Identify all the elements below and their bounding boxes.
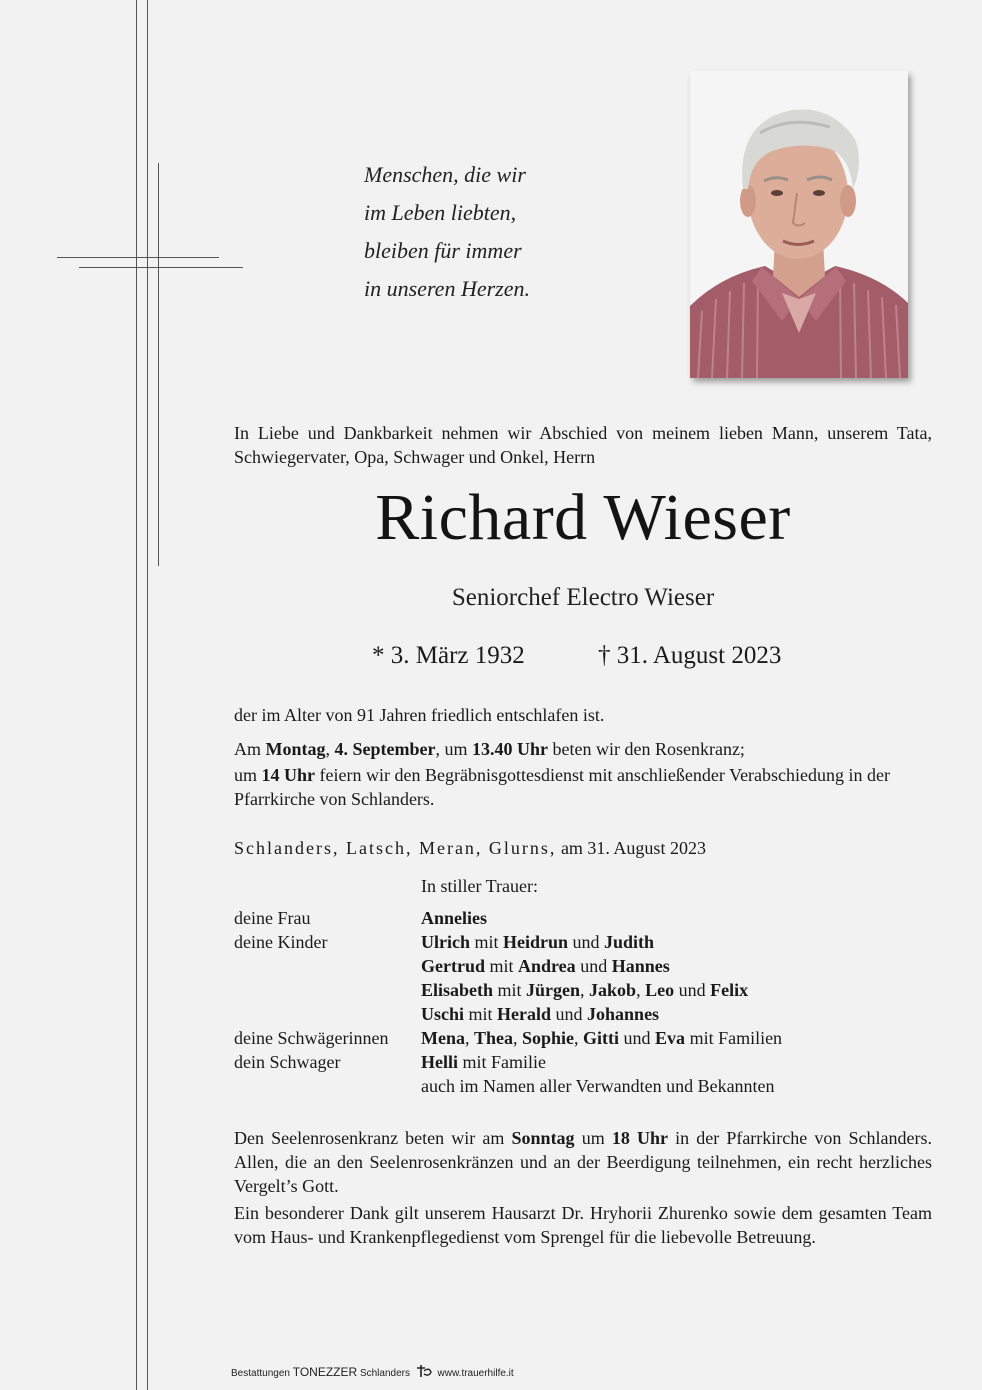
verse-line: Menschen, die wir [364,162,526,187]
relation-label [234,1002,420,1026]
mourner-row [421,906,941,930]
death-date: † 31. August 2023 [598,642,782,669]
mourner-joiner: , [580,980,590,1000]
service-text: beten wir den Rosenkranz; [548,739,745,759]
verse-line: in unseren Herzen. [364,276,530,301]
rosary-time: 13.40 Uhr [472,739,548,759]
footer-prefix: Bestattungen [231,1368,293,1380]
mourner-name: Ulrich [421,932,470,952]
mourner-name: Annelies [421,908,488,928]
verse-line: im Leben liebten, [364,200,517,225]
rosary-text: in der Pfarrkirche von Schlanders. Allen, die an den Seelenrosenkränzen und an der Beerdigung teilnehmen, ein recht herzliches Vergelt’s Gott. [234,1128,932,1196]
mourner-name: Uschi [421,1004,465,1024]
mourner-joiner: mit [493,980,527,1000]
mourner-joiner: , [636,980,646,1000]
mourner-row [421,1050,941,1074]
mourner-name: Leo [645,980,675,1000]
mourner-joiner: mit Familien [685,1028,783,1048]
mourner-name: Gertrud [421,956,485,976]
relations-column [234,906,420,1098]
mourner-joiner: mit [484,956,518,976]
footer-url: www.trauerhilfe.it [437,1368,514,1380]
mourner-name: Elisabeth [421,980,494,1000]
relation-label: deine Frau [234,908,311,928]
mourner-joiner: und [551,1004,588,1024]
service-line-1 [234,737,932,761]
service-text: Am [234,739,266,759]
mass-time: 14 Uhr [261,765,316,785]
thanks-paragraph: Ein besonderer Dank gilt unserem Hausarzt Dr. Hryhorii Zhurenko sowie dem gesamten Team vom Haus- und Krankenpflegedienst vom Sprengel für die liebevolle Betreuung. [234,1203,932,1247]
mourner-row [421,1002,941,1026]
mourner-joiner: und [575,956,612,976]
memorial-verse [364,156,644,308]
mourner-name: Thea [474,1028,514,1048]
places-date: am 31. August 2023 [556,838,706,858]
mourning-heading: In stiller Trauer: [421,876,538,896]
rosary-paragraph [234,1126,932,1198]
rosary-text: um [574,1128,612,1148]
relation-label [234,954,420,978]
service-text: , um [435,739,472,759]
relation-label: deine Schwägerinnen [234,1028,389,1048]
places-list: Schlanders, Latsch, Meran, Glurns, [234,838,557,858]
mourner-name: Andrea [518,956,576,976]
service-text: um [234,765,262,785]
mourner-name: Heidrun [503,932,569,952]
mourner-row [421,1026,941,1050]
footer-brand: TONEZZER [292,1365,358,1380]
service-paragraph [234,737,932,811]
relation-label: deine Kinder [234,932,328,952]
service-text: , [325,739,335,759]
service-date: 4. September [334,739,436,759]
mourner-name: Eva [655,1028,686,1048]
mourner-row [421,930,941,954]
service-line-2 [234,763,932,811]
mourner-name: Felix [710,980,749,1000]
footer [231,1364,514,1383]
trauerhilfe-logo-icon [415,1364,433,1383]
mourner-name: Helli [421,1052,458,1072]
rosary-day: Sonntag [511,1128,575,1148]
mourner-name: Sophie [522,1028,575,1048]
mourner-name: Judith [604,932,655,952]
verse-line: bleiben für immer [364,238,522,263]
relation-label [234,978,420,1002]
service-day: Montag [265,739,326,759]
mourner-name: Jürgen [526,980,581,1000]
mourner-names-column [421,906,941,1098]
mourner-name: Jakob [589,980,637,1000]
intro-paragraph: In Liebe und Dankbarkeit nehmen wir Abschied von meinem lieben Mann, unserem Tata, Schwiegervater, Opa, Schwager und Onkel, Herrn [234,423,932,467]
mourner-joiner: mit [470,932,504,952]
mourner-joiner: und [568,932,605,952]
birth-date: * 3. März 1932 [372,642,525,669]
relation-label [234,1074,420,1098]
places-date-line [234,836,706,860]
left-border-line-2 [147,0,148,1390]
mourner-name: Gitti [583,1028,620,1048]
portrait-photo [690,71,908,378]
age-paragraph: der im Alter von 91 Jahren friedlich entschlafen ist. [234,705,605,725]
mourner-name: Herald [497,1004,552,1024]
mourner-joiner: , [465,1028,474,1048]
mourner-joiner: mit [464,1004,498,1024]
mourner-row [421,978,941,1002]
service-text: feiern wir den Begräbnisgottesdienst mit anschließender Verabschiedung in der Pfarrkirche von Schlanders. [234,765,891,809]
portrait-illustration [690,71,908,378]
left-border-line-1 [136,0,137,1390]
rosary-text: Den Seelenrosenkranz beten wir am [234,1128,512,1148]
mourner-name: Johannes [587,1004,660,1024]
mourner-row [421,954,941,978]
rosary-time: 18 Uhr [611,1128,668,1148]
mourner-name: Mena [421,1028,465,1048]
mourner-joiner: mit Familie [458,1052,546,1072]
deceased-name: Richard Wieser [375,481,791,554]
mourner-name: Hannes [611,956,670,976]
deceased-title: Seniorchef Electro Wieser [451,584,715,611]
mourner-row [421,1074,941,1098]
mourner-joiner: , [513,1028,523,1048]
mourner-joiner: und [619,1028,656,1048]
relation-label: dein Schwager [234,1052,341,1072]
mourner-others: auch im Namen aller Verwandten und Bekannten [421,1076,775,1096]
mourner-joiner: und [674,980,711,1000]
mourner-joiner: , [574,1028,584,1048]
footer-town: Schlanders [357,1368,410,1380]
